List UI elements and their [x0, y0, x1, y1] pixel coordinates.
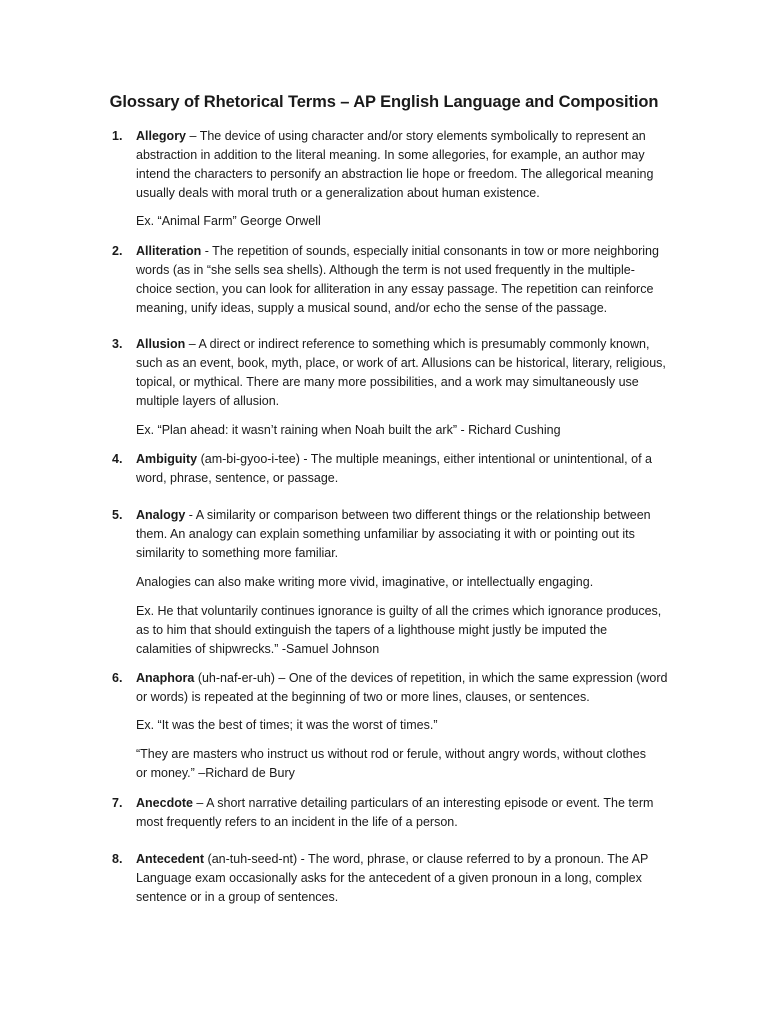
text-line: “They are masters who instruct us without rod or ferule, without angry words, without clothes	[136, 747, 646, 761]
entry-term: Alliteration	[136, 244, 202, 258]
entry-definition	[136, 335, 681, 411]
text-line: Ex. “Animal Farm” George Orwell	[136, 214, 321, 228]
text-line: choice section, you can look for alliteration in any essay passage. The repetition can reinforce	[136, 282, 654, 296]
entry-number: 5.	[112, 508, 123, 522]
text-line: or words) is repeated at the beginning of two or more lines, clauses, or sentences.	[136, 690, 590, 704]
entry-definition	[136, 450, 681, 488]
text-line: as to him that should extinguish the tapers of a lighthouse might justly be imputed the	[136, 623, 608, 637]
text-line: abstraction in addition to the literal meaning. In some allegories, for example, an author may	[136, 148, 645, 162]
entry-term: Allegory	[136, 129, 187, 143]
entry-term: Ambiguity	[136, 452, 198, 466]
entry-example	[136, 602, 681, 659]
entry-number: 1.	[112, 129, 123, 143]
entry-term: Anaphora	[136, 671, 195, 685]
text-line: Analogies can also make writing more vivid, imaginative, or intellectually engaging.	[136, 575, 594, 589]
entry-number: 3.	[112, 337, 123, 351]
entry-definition	[136, 127, 681, 203]
entry-example	[136, 745, 681, 783]
text-line: meaning, unify ideas, supply a musical sound, and/or echo the sense of the passage.	[136, 301, 608, 315]
text-line: Ex. “It was the best of times; it was the worst of times.”	[136, 718, 438, 732]
entry-definition	[136, 794, 681, 832]
entry-term: Antecedent	[136, 852, 205, 866]
text-line: them. An analogy can explain something unfamiliar by associating it with or pointing out its	[136, 527, 635, 541]
entry-definition	[136, 850, 681, 907]
entry-example	[136, 421, 681, 440]
entry-number: 6.	[112, 671, 123, 685]
entry-term: Anecdote	[136, 796, 193, 810]
text-line: or money.” –Richard de Bury	[136, 766, 295, 780]
text-line: topical, or mythical. There are many more possibilities, and a work may simultaneously use	[136, 375, 639, 389]
entry-term: Allusion	[136, 337, 186, 351]
text-line: calamities of shipwrecks.” -Samuel Johnson	[136, 642, 380, 656]
entry-example	[136, 212, 681, 231]
text-line: Antecedent (an-tuh-seed-nt) - The word, phrase, or clause referred to by a pronoun. The AP	[136, 852, 649, 866]
text-line: Analogy - A similarity or comparison between two different things or the relationship between	[136, 508, 651, 522]
entry-number: 4.	[112, 452, 123, 466]
entry-definition	[136, 669, 681, 707]
text-line: Language exam occasionally asks for the antecedent of a given pronoun in a long, complex	[136, 871, 642, 885]
text-line: Allusion – A direct or indirect reference to something which is presumably commonly known,	[136, 337, 650, 351]
entry-number: 2.	[112, 244, 123, 258]
text-line: Allegory – The device of using character and/or story elements symbolically to represent an	[136, 129, 646, 143]
text-line: words (as in “she sells sea shells). Although the term is not used frequently in the multiple-	[136, 263, 635, 277]
entry-number: 7.	[112, 796, 123, 810]
text-line: similarity to something more familiar.	[136, 546, 339, 560]
text-line: such as an event, book, myth, place, or work of art. Allusions can be historical, literary, religious,	[136, 356, 666, 370]
entry-number: 8.	[112, 852, 123, 866]
text-line: Ex. “Plan ahead: it wasn’t raining when Noah built the ark” - Richard Cushing	[136, 423, 561, 437]
entry-example	[136, 716, 681, 735]
text-line: Ambiguity (am-bi-gyoo-i-tee) - The multiple meanings, either intentional or unintentional, of a	[136, 452, 652, 466]
text-line: usually deals with moral truth or a generalization about human existence.	[136, 186, 540, 200]
text-line: Anaphora (uh-naf-er-uh) – One of the devices of repetition, in which the same expression (word	[136, 671, 668, 685]
text-line: multiple layers of allusion.	[136, 394, 280, 408]
text-line: Alliteration - The repetition of sounds, especially initial consonants in tow or more neighboring	[136, 244, 659, 258]
entry-example	[136, 573, 681, 592]
page-title: Glossary of Rhetorical Terms – AP English Language and Composition	[109, 93, 659, 111]
entry-definition	[136, 506, 681, 563]
text-line: sentence or in a group of sentences.	[136, 890, 339, 904]
text-line: most frequently refers to an incident in the life of a person.	[136, 815, 458, 829]
text-line: intend the characters to personify an abstraction lie hope or freedom. The allegorical meaning	[136, 167, 654, 181]
text-line: Anecdote – A short narrative detailing particulars of an interesting episode or event. The term	[136, 796, 654, 810]
entry-term: Analogy	[136, 508, 186, 522]
text-line: word, phrase, sentence, or passage.	[136, 471, 339, 485]
text-line: Ex. He that voluntarily continues ignorance is guilty of all the crimes which ignorance produces,	[136, 604, 662, 618]
entry-definition	[136, 242, 681, 318]
